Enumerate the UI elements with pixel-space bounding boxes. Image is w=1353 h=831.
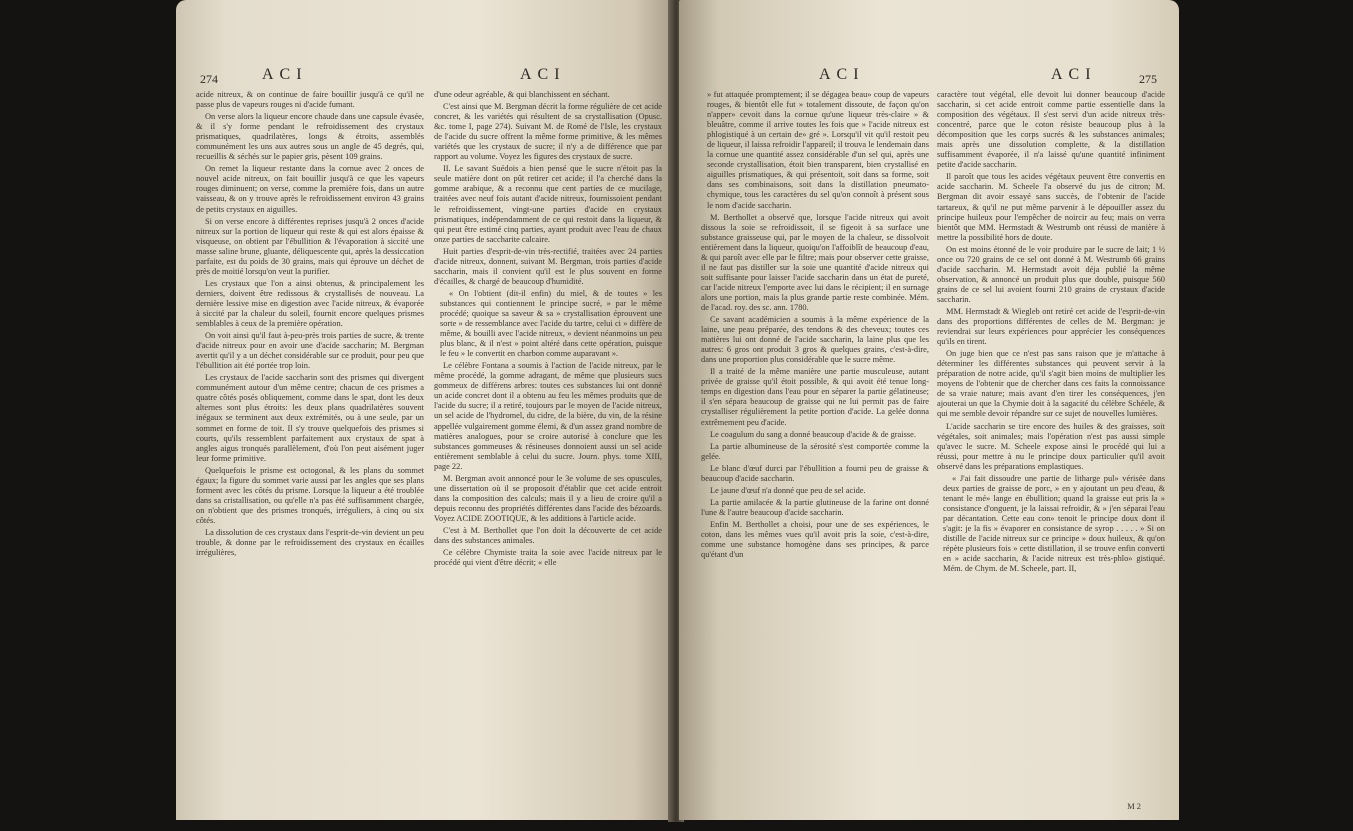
text-column [196,90,424,560]
right-page-header [679,66,1179,86]
text-column [701,90,929,562]
paragraph: II. Le savant Suédois a bien pensé que le sucre n'étoit pas la seule matière dont on pût retirer cet acide; il l'a cherché dans la gomme arabique, & a reconnu que cent parties de ce mucilage, traitées avec neuf fois autant d'acide nitreux, fournissoient pendant le refroidissement, vingt-une parties d'acide en crystaux prismatiques, indépendamment de ce qui restoit dans la liqueur, & qui peut être estimé cinq parties, ayant produit avec l'eau de chaux onze parties de saccharite calcaire. [434,164,662,244]
paragraph: d'une odeur agréable, & qui blanchissent en séchant. [434,90,610,99]
text-column [434,90,662,570]
page-number: 274 [200,72,218,86]
paragraph: Quelquefois le prisme est octogonal, & les plans du sommet égaux; la figure du sommet varie aussi par les angles que ses plans forment avec les côtés du prisme. Lorsque la liqueur a été troublée dans sa cristallisation, ou qu'elle n'a pas été suffisamment chargée, on n'obtient que des prismes tronqués, irréguliers, à cinq ou six côtés. [196,465,424,525]
paragraph: Il a traité de la même manière une partie musculeuse, autant privée de graisse qu'il étoit possible, & qui avoit été tenue long-temps en digestion dans l'eau pour en séparer la partie gélatineuse; il s'en sépara beaucoup de graisse qui ne lui permit pas de faire crystalliser régulièrement la petite portion d'acide. La gelée donna extrêmement peu d'acide. [701,367,929,427]
paragraph: » fut attaquée promptement; il se dégagea beau» coup de vapeurs rouges, & bientôt elle fut » totalement dissoute, de façon qu'on n'apper» cevoit dans la cornue qu'une liqueur très-claire » & bleuâtre, comme il arrive toutes les fois que » l'acide nitreux est phlogistiqué à un certain de» gré ». Lorsqu'il vit qu'il restoit peu de liqueur, il laissa refroidir l'appareil; il trouva le lendemain dans la cornue une quantité assez considérable d'un sel qui, après une seconde crystallisation, étoit bien transparent, bien crystallisé en aiguilles prismatiques, & qui présentoit, soit dans sa forme, soit dans ses combinaisons, soit dans la distillation pneumato-chymique, tous les caractères du sel qu'on connoît à présent sous le nom d'acide saccharin. [707,90,929,210]
paragraph: Le blanc d'œuf durci par l'ébullition a fourni peu de graisse & beaucoup d'acide saccharin. [701,463,929,483]
paragraph: Le coagulum du sang a donné beaucoup d'acide & de graisse. [710,429,916,439]
paragraph: Il paroît que tous les acides végétaux peuvent être convertis en acide saccharin. M. Scheele l'a observé du jus de citron; M. Bergman dit avoir essayé sans succès, de l'obtenir de l'acide tartareux, & qu'il ne put même parvenir à le dépouiller assez du principe huileux pour l'empêcher de noircir au feu; mais on verra bientôt que MM. Hermstadt & Westrumb ont réussi de manière à mettre la possibilité hors de doute. [937,172,1165,242]
right-page [679,0,1179,820]
paragraph: caractère tout végétal, elle devoit lui donner beaucoup d'acide saccharin, si cet acide entroit comme partie essentielle dans la composition des végétaux. Il s'est servi d'un acide nitreux très-concentré, parce que le coton résiste beaucoup plus à la décomposition que les corps sucrés & les substances animales; mais après une dissolution complette, & la distillation suffisamment évaporée, il n'a laissé qu'une quantité infiniment petite d'acide saccharin. [937,90,1165,170]
paragraph: MM. Hermstadt & Wiegleb ont retiré cet acide de l'esprit-de-vin dans des proportions différentes de celles de M. Bergman: je reviendrai sur leurs expériences pour apprécier les conséquences qu'ils en tirent. [937,306,1165,347]
paragraph: Le célèbre Fontana a soumis à l'action de l'acide nitreux, par le même procédé, la gomme adragant, de même que plusieurs sucs gommeux de différens arbres: toutes ces substances lui ont donné un acide concret dont il a obtenu au feu les mêmes produits que de l'acide du sucre; il a retiré, toujours par le moyen de l'acide nitreux, un sel acide de l'hydromel, du cidre, de la bière, du vin, de la résine appellée vulgairement gomme élemi, & d'un assez grand nombre de matières analogues, pour se croire autorisé à conclure que les substances gommeuses & résineuses donnoient aussi un sel acide entièrement semblable à celui du sucre. Journ. phys. tome XIII, page 22. [434,361,662,471]
left-page [176,0,674,820]
page-number: 275 [1139,72,1157,86]
paragraph: Les crystaux que l'on a ainsi obtenus, & principalement les derniers, doivent être redissous & crystallisés de nouveau. La dernière lessive mise en digestion avec l'acide nitreux, & évaporée à siccité par la chaleur du soleil, fournit encore quelques prismes semblables à ceux de la première opération. [196,278,424,329]
paragraph: Les crystaux de l'acide saccharin sont des prismes qui divergent communément autour d'un même centre; chacun de ces prismes a quatre côtés posés obliquement, comme dans le spat, dont les deux alternes sont plus étroits: les deux plans quadrilatères souvent inégaux se terminent aux deux extrémités, ou à une seule, par un sommet en forme de toit. Il s'y trouve quelquefois des prismes si courts, qu'ils ressemblent parfaitement aux crystaux de spat à angles aigus tronqués parallèlement, d'où l'on peut aisément juger leur forme primitive. [196,373,424,463]
paragraph: L'acide saccharin se tire encore des huiles & des graisses, soit végétales, soit animales; mais l'opération n'est pas aussi simple qu'avec le sucre. M. Scheele expose ainsi le procédé qui lui a réussi, pour mettre à nu le principe doux particulier qu'il avoit observé dans les préparations emplastiques. [937,421,1165,471]
text-column [937,90,1165,576]
running-head: ACI [262,66,308,83]
signature-mark: M 2 [1127,802,1141,811]
paragraph: C'est ainsi que M. Bergman décrit la forme régulière de cet acide concret, & les variétés qui résultent de sa crystallisation (Opusc. &c. tome I, page 274). Suivant M. de Romé de l'Isle, les crystaux de l'acide du sucre offrent la même forme primitive, & les mêmes variétés que les crystaux de sucre; il n'y a de différence que par rapport au volume. Voyez les figures des crystaux de sucre. [434,102,662,162]
paragraph: On verse alors la liqueur encore chaude dans une capsule évasée, & il s'y forme pendant le refroidissement des crystaux prismatiques, quadrilatères, longs & étroits, assemblés communément les uns aux autres sous un angle de 45 degrés, qui, recueillis & séchés sur le papier gris, pèsent 109 grains. [196,112,424,162]
paragraph: On est moins étonné de le voir produire par le sucre de lait; 1 ½ once ou 720 grains de ce sel ont donné à M. Westrumb 66 grains d'acide saccharin. M. Hermstadt avoit déja publié la même observation, & annoncé un produit plus que double, puisque 560 grains de ce sel lui avoient fourni 210 grains de crystaux d'acide saccharin. [937,244,1165,304]
paragraph: Ce célèbre Chymiste traita la soie avec l'acide nitreux par le procédé qui vient d'être décrit; « elle [434,548,662,568]
paragraph: La partie albumineuse de la sérosité s'est comportée comme la gelée. [701,441,929,461]
paragraph: Le jaune d'œuf n'a donné que peu de sel acide. [710,485,866,495]
paragraph: On remet la liqueur restante dans la cornue avec 2 onces de nouvel acide nitreux, on fait bouillir jusqu'à ce que les vapeurs rouges diminuent; on verse, comme la première fois, dans un autre vaisseau, & on y trouve après le refroidissement environ 43 grains de petits crystaux en aiguilles. [196,164,424,214]
paragraph: La dissolution de ces crystaux dans l'esprit-de-vin devient un peu trouble, & donne par le refroidissement des crystaux en écailles irrégulières, [196,527,424,558]
paragraph: « J'ai fait dissoudre une partie de litharge pul» vérisée dans deux parties de graisse de porc, » en y ajoutant un peu d'eau, & tenant le mé» lange en ébullition; quand la graisse eut pris la » consistance d'onguent, je la laissai refroidir, & » j'en séparai l'eau par décantation. Cette eau con» tenoit le principe doux dont il s'agit: je la fis » évaporer en consistance de syrop . . . . . » Si on distille de l'acide nitreux sur ce principe » doux huileux, & qu'on répète plusieurs fois » cette distillation, il se trouve enfin converti en » acide saccharin, & l'acide nitreux est très-phlo» gistiqué. Mém. de Chym. de M. Scheele, part. II, [943,473,1165,574]
paragraph: On juge bien que ce n'est pas sans raison que je m'attache à déterminer les différentes substances qui peuvent servir à la préparation de notre acide, qu'il s'agit bien moins de multiplier les moyens de l'obtenir que de chercher dans ces faits la connoissance de sa vraie nature; mais avant d'en tirer les conséquences, j'en ajouterai un que la Chymie doit à la sagacité du célèbre Schéele, & qui me semble devoir répandre sur ce sujet de nouvelles lumières. [937,349,1165,419]
paragraph: La partie amilacée & la partie glutineuse de la farine ont donné l'une & l'autre beaucoup d'acide saccharin. [701,497,929,517]
running-head: ACI [1051,66,1097,83]
paragraph: Ce savant académicien a soumis à la même expérience de la laine, une peau préparée, des tendons & des cheveux; toutes ces matières lui ont donné de l'acide saccharin, la laine plus que les autres: 6 gros ont produit 3 gros & quelques grains, c'est-à-dire, dans une proportion plus considérable que le sucre même. [701,315,929,365]
paragraph: M. Berthollet a observé que, lorsque l'acide nitreux qui avoit dissous la soie se refroidissoit, il se figeoit à sa surface une substance graisseuse qui, par le moyen de la chaleur, se dissolvoit entièrement dans la liqueur, quoiqu'on l'affoiblît de beaucoup d'eau, & qui paroît avec elle par le filtre; mais pour observer cette graisse, il ne faut pas distiller sur la soie une quantité d'acide nitreux qui soit suffisante pour laisser l'acide saccharin dans un état de pureté, car l'acide nitreux l'emporte avec lui dans le récipient; il en surnage alors une portion, mais la plus grande partie reste combinée. Mém. de l'acad. roy. des sc. ann. 1780. [701,212,929,312]
paragraph: C'est à M. Berthollet que l'on doit la découverte de cet acide dans des substances animales. [434,525,662,546]
paragraph: Huit parties d'esprit-de-vin très-rectifié, traitées avec 24 parties d'acide nitreux, donnent, suivant M. Bergman, trois parties d'acide saccharin, mais il convient qu'il est le plus souvent en forme d'écailles, & chargé de beaucoup d'humidité. [434,246,662,286]
paragraph: Si on verse encore à différentes reprises jusqu'à 2 onces d'acide nitreux sur la portion de liqueur qui reste & qui est alors épaisse & visqueuse, on obtient par l'ébullition & l'évaporation à siccité une masse saline brune, gluante, déliquescente qui, après la dessiccation parfaite, est du poids de 30 grains, mais qui éprouve un déchet de près de moitié lorsqu'on veut la purifier. [196,216,424,276]
paragraph: M. Bergman avoit annoncé pour le 3e volume de ses opuscules, une dissertation où il se proposoit d'établir que cet acide entroit dans la composition des calculs; mais il y a lieu de croire qu'il a depuis reconnu des propriétés différentes dans l'acide des bézoards. Voyez ACIDE ZOOTIQUE, & les additions à l'article acide. [434,473,662,523]
left-page-header [176,66,674,86]
running-head: ACI [520,66,566,83]
paragraph: Enfin M. Berthollet a choisi, pour une de ses expériences, le coton, dans les mêmes vues qu'il avoit pris la soie, c'est-à-dire, comme une substance homogène dans ses principes, & parce qu'étant d'un [701,519,929,560]
paragraph: acide nitreux, & on continue de faire bouillir jusqu'à ce qu'il ne passe plus de vapeurs rouges ni d'acide fumant. [196,90,424,110]
paragraph: « On l'obtient (dit-il enfin) du miel, & de toutes » les substances qui contiennent le principe sucré, » par le même procédé; quoique sa saveur & sa » crystallisation éprouvent une sorte » de ressemblance avec l'acide du tartre, celui ci » diffère de même, & bouilli avec l'acide nitreux, » devient néanmoins un peu plus blanc, & il n'est » point altéré dans cette opération, puisque le feu » le convertit en charbon comme auparavant ». [440,288,662,359]
running-head: ACI [819,66,865,83]
paragraph: On voit ainsi qu'il faut à-peu-près trois parties de sucre, & trente d'acide nitreux pour en avoir une d'acide saccharin; M. Bergman avertit qu'il y a un déchet considérable sur ce produit, pour peu que l'ébullition ait été portée trop loin. [196,331,424,371]
